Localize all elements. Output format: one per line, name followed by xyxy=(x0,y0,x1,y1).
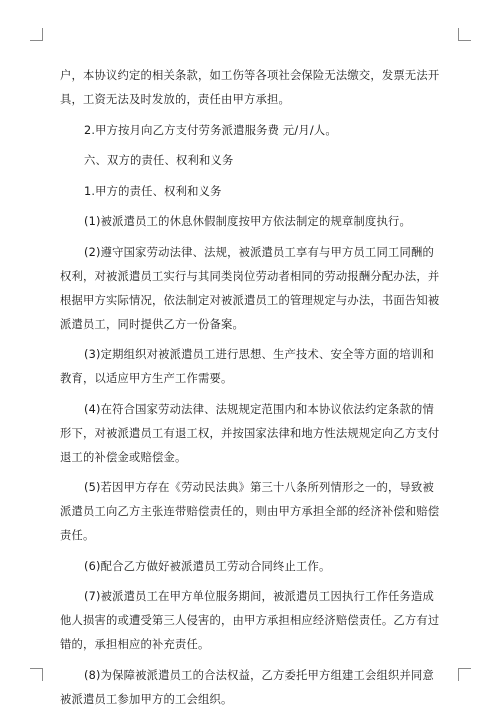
paragraph-2: 2.甲方按月向乙方支付劳务派遣服务费 元/月/人。 xyxy=(84,123,337,137)
crop-mark-top-right xyxy=(458,28,471,41)
crop-mark-bottom-right xyxy=(458,668,471,681)
crop-mark-top-left xyxy=(30,28,43,41)
clause-1: (1)被派遣员工的休息休假制度按甲方依法制定的规章制度执行。 xyxy=(84,215,412,228)
paragraph-1: 户，本协议约定的相关条款，如工伤等各项社会保险无法缴交，发票无法开具，工资无法及时发放的，责任由甲方承担。 xyxy=(60,69,440,106)
document-body xyxy=(60,64,442,718)
clause-6: (6)配合乙方做好被派遣员工劳动合同终止工作。 xyxy=(84,559,331,573)
crop-mark-bottom-left xyxy=(30,668,43,681)
section-heading: 六、双方的责任、权利和义务 xyxy=(84,154,234,167)
clause-8: (8)为保障被派遣员工的合法权益，乙方委托甲方组建工会组织并同意被派遣员工参加甲方的工会组织。 xyxy=(60,668,435,706)
clause-7: (7)被派遣员工在甲方单位服务期间，被派遣员工因执行工作任务造成他人损害的或遭受第三人侵害的，由甲方承担相应经济赔偿责任。乙方有过错的，承担相应的补充责任。 xyxy=(60,590,440,651)
clause-2: (2)遵守国家劳动法律、法规，被派遣员工享有与甲方员工同工同酬的权利，对被派遣员工实行与其同类岗位劳动者相同的劳动报酬分配办法，并根据甲方实际情况，依法制定对被派遣员工的管理规定与办法，书面告知被派遣员工，同时提供乙方一份备案。 xyxy=(60,245,440,331)
clause-3: (3)定期组织对被派遣员工进行思想、生产技术、安全等方面的培训和教育，以适应甲方生产工作需要。 xyxy=(60,348,435,385)
clause-5: (5)若因甲方存在《劳动民法典》第三十八条所列情形之一的，导致被派遣员工向乙方主张连带赔偿责任的，则由甲方承担全部的经济补偿和赔偿责任。 xyxy=(60,481,440,542)
clause-4: (4)在符合国家劳动法律、法规规定范围内和本协议依法约定条款的情形下，对被派遣员工有退工权，并按国家法律和地方性法规规定向乙方支付退工的补偿金或赔偿金。 xyxy=(60,402,440,464)
subsection-heading: 1.甲方的责任、权利和义务 xyxy=(84,184,222,198)
